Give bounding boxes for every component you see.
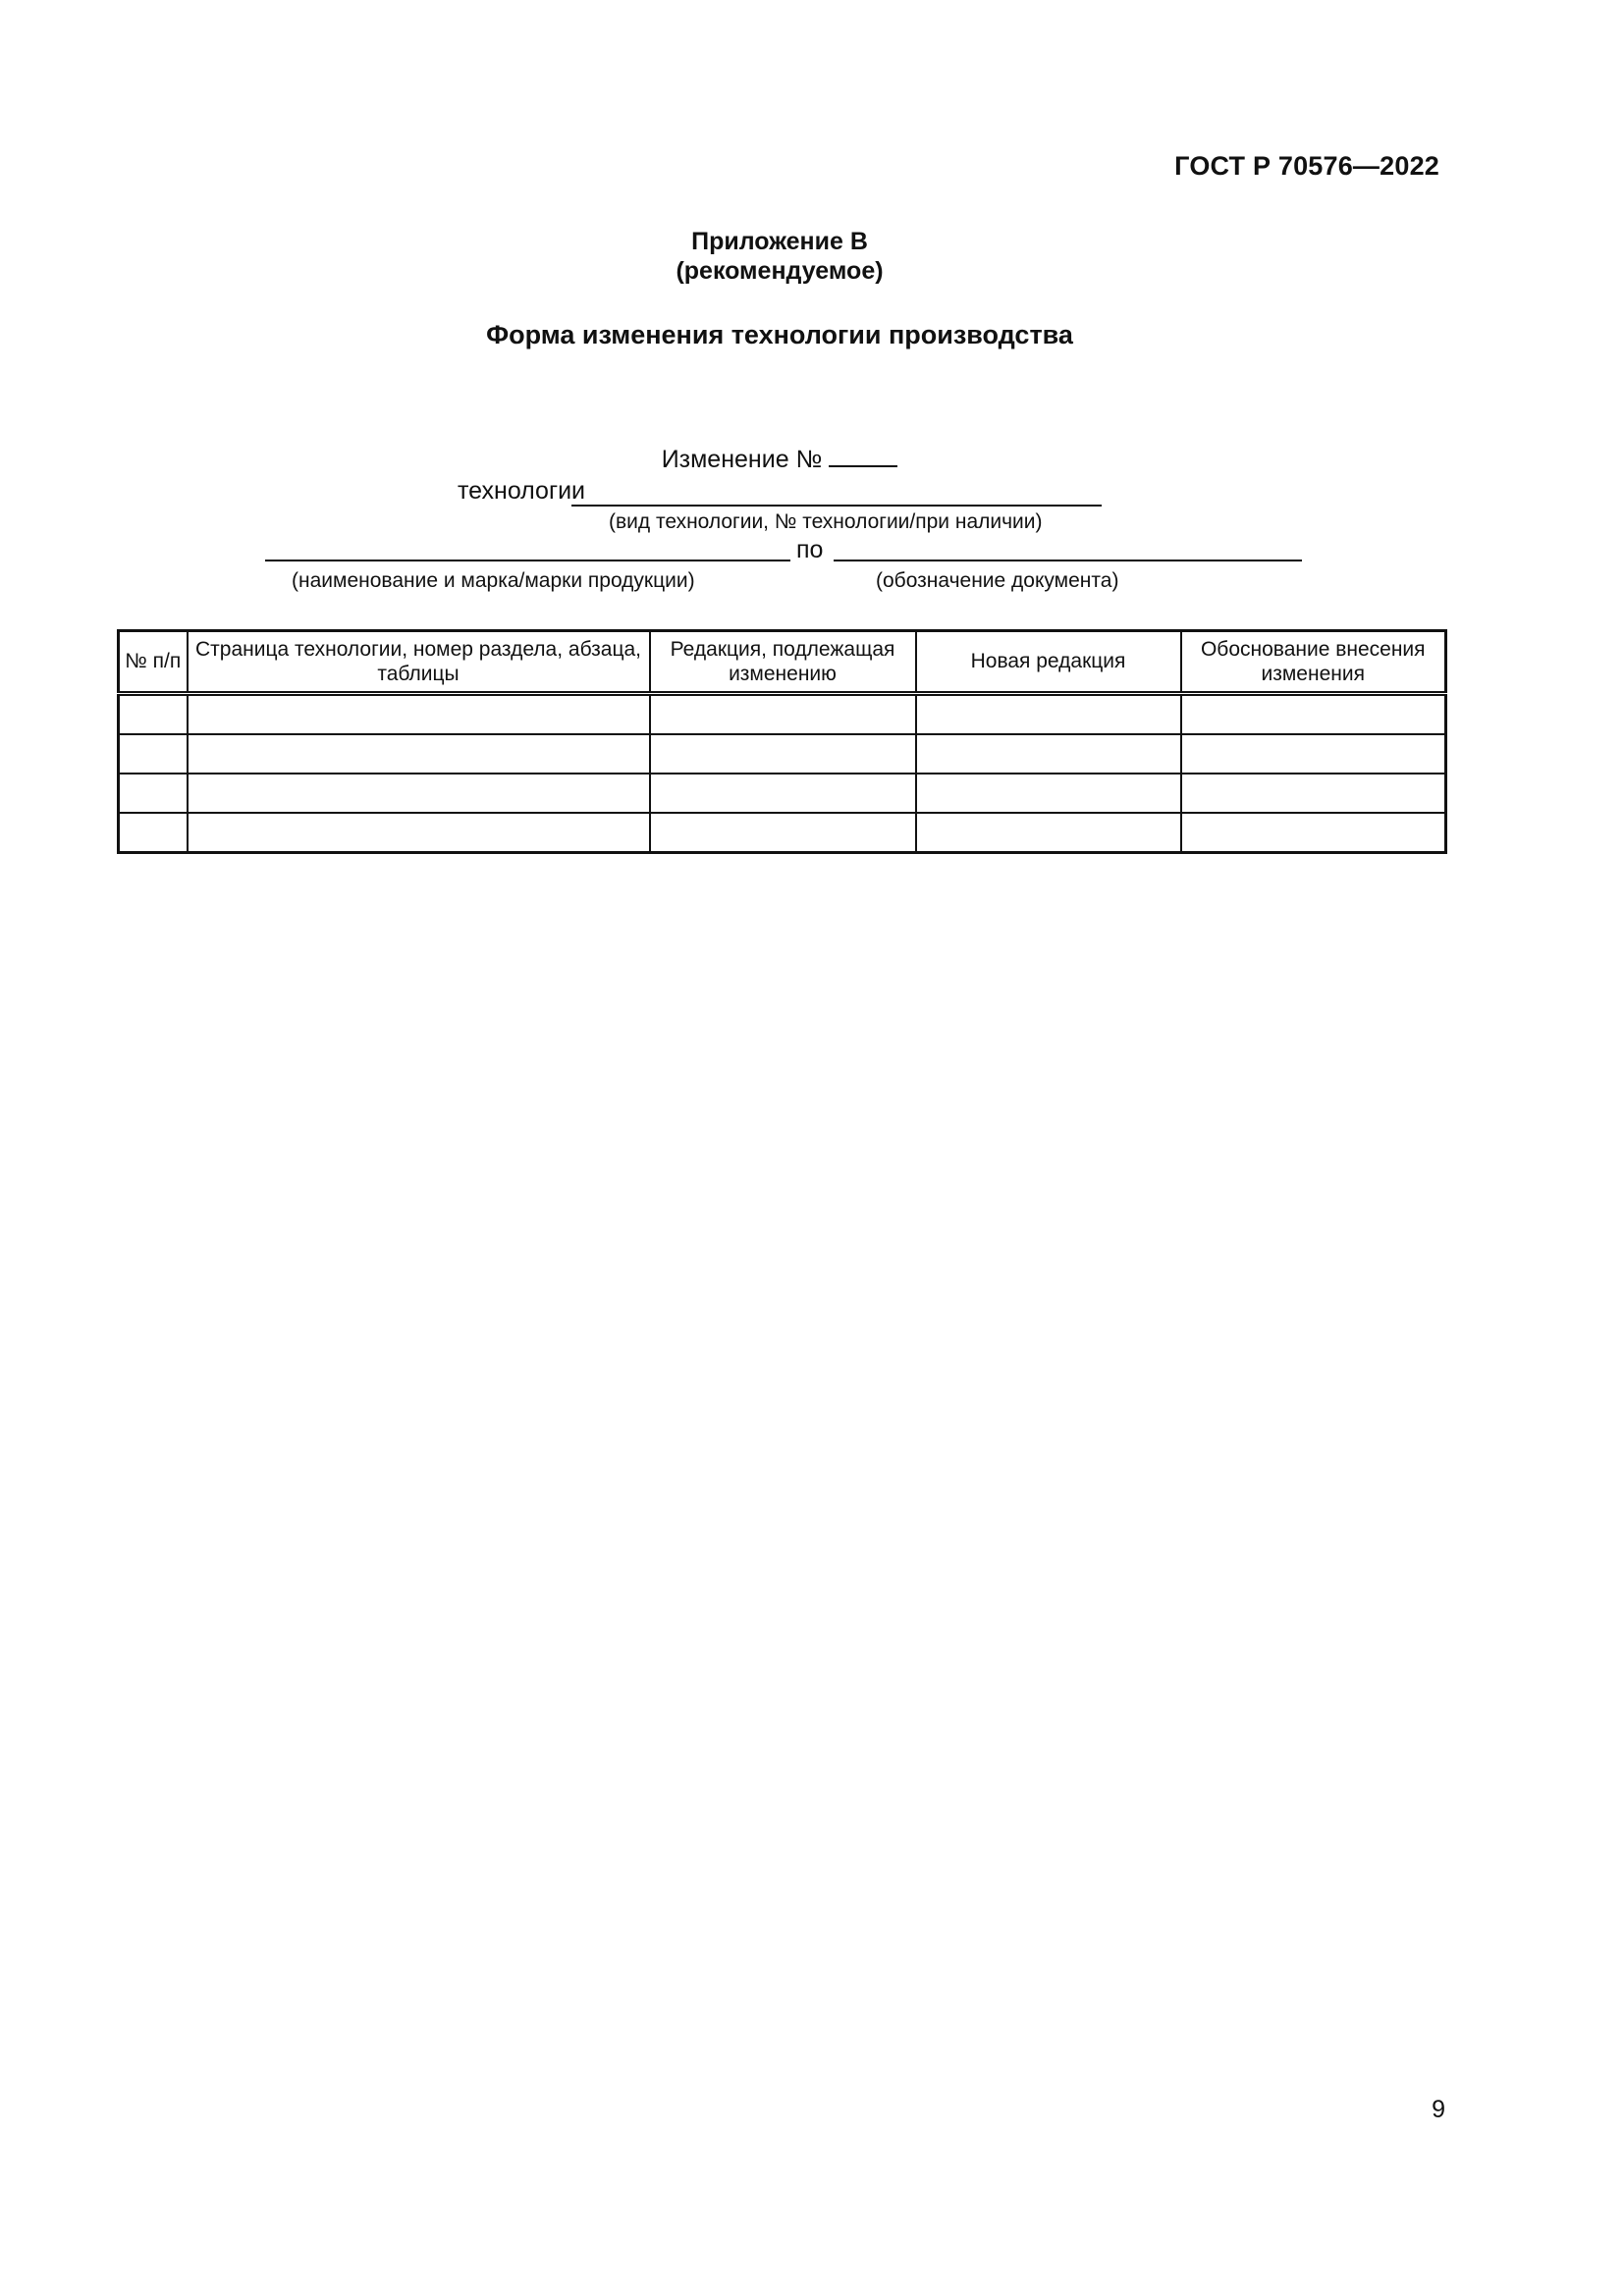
table-cell[interactable] — [1181, 813, 1446, 853]
table-cell[interactable] — [916, 774, 1181, 813]
header-justification: Обоснование внесения изменения — [1181, 631, 1446, 694]
table-cell[interactable] — [188, 694, 650, 735]
table-cell[interactable] — [650, 774, 916, 813]
table-cell[interactable] — [119, 813, 188, 853]
technology-caption: (вид технологии, № технологии/при наличии) — [609, 510, 1043, 533]
technology-blank[interactable] — [571, 483, 1102, 507]
change-form-table — [117, 629, 1447, 854]
document-number: ГОСТ Р 70576—2022 — [1174, 151, 1439, 181]
table-cell[interactable] — [650, 813, 916, 853]
table-cell[interactable] — [119, 694, 188, 735]
table-cell[interactable] — [650, 734, 916, 774]
appendix-title: Приложение В — [691, 228, 868, 255]
header-number: № п/п — [119, 631, 188, 694]
change-number-label: Изменение № — [661, 446, 823, 473]
appendix-status: (рекомендуемое) — [676, 257, 884, 285]
table-header-row — [119, 631, 1446, 694]
page-number: 9 — [1432, 2096, 1445, 2123]
table-cell[interactable] — [650, 694, 916, 735]
table-cell[interactable] — [1181, 694, 1446, 735]
table-cell[interactable] — [188, 813, 650, 853]
form-title: Форма изменения технологии производства — [486, 320, 1073, 349]
table-cell[interactable] — [119, 734, 188, 774]
document-caption: (обозначение документа) — [876, 569, 1119, 592]
table-cell[interactable] — [188, 774, 650, 813]
table-cell[interactable] — [188, 734, 650, 774]
header-new-edition: Новая редакция — [916, 631, 1181, 694]
table-row — [119, 774, 1446, 813]
table-row — [119, 734, 1446, 774]
by-label: по — [796, 536, 824, 563]
product-blank[interactable] — [265, 538, 790, 561]
header-page-section: Страница технологии, номер раздела, абзаца, таблицы — [188, 631, 650, 694]
change-number-line — [0, 444, 1559, 474]
header-old-edition: Редакция, подлежащая изменению — [650, 631, 916, 694]
table-row — [119, 813, 1446, 853]
table-cell[interactable] — [1181, 774, 1446, 813]
table-row — [119, 694, 1446, 735]
change-number-blank[interactable] — [829, 444, 897, 467]
technology-label: технологии — [458, 477, 586, 505]
table-cell[interactable] — [119, 774, 188, 813]
table-cell[interactable] — [916, 694, 1181, 735]
document-blank[interactable] — [834, 538, 1302, 561]
table-cell[interactable] — [916, 734, 1181, 774]
table-cell[interactable] — [916, 813, 1181, 853]
product-caption: (наименование и марка/марки продукции) — [292, 569, 695, 592]
table-cell[interactable] — [1181, 734, 1446, 774]
